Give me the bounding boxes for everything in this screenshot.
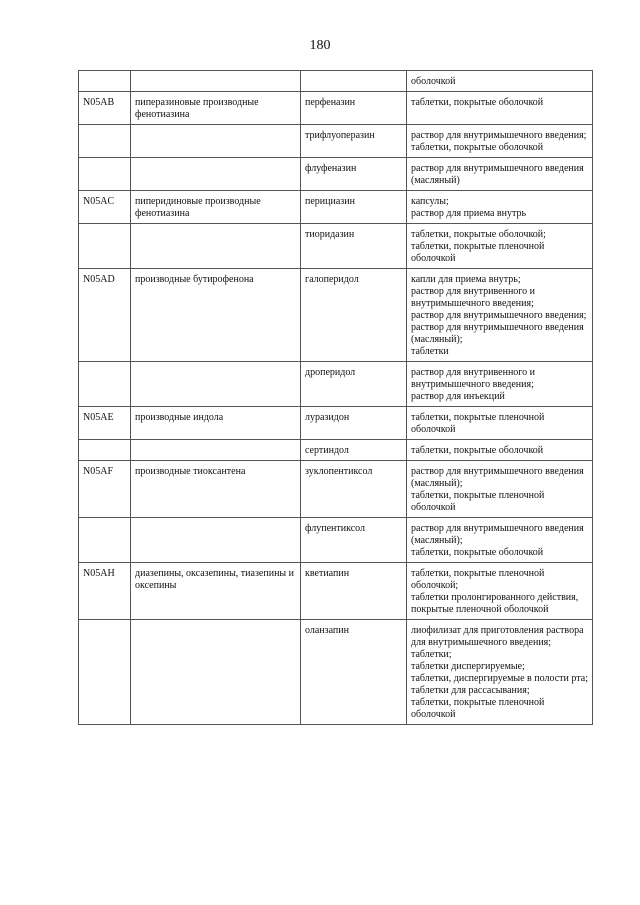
dosage-form-line: раствор для внутримышечного введения (масляный);	[411, 523, 584, 546]
pharmacological-group-cell	[131, 362, 301, 407]
pharmacological-group-cell: пиперидиновые производные фенотиазина	[131, 191, 301, 224]
dosage-form-line: раствор для внутривенного и внутримышечного введения;	[411, 286, 536, 309]
table-row	[79, 518, 593, 563]
dosage-form-line: раствор для внутримышечного введения (масляный);	[411, 466, 584, 489]
dosage-form-line: таблетки диспергируемые;	[411, 661, 525, 672]
pharmacological-group-cell	[131, 620, 301, 725]
pharmacological-group-cell: диазепины, оксазепины, тиазепины и оксепины	[131, 563, 301, 620]
dosage-form-line: таблетки, покрытые пленочной оболочкой	[411, 490, 545, 513]
pharmacological-group-cell	[131, 518, 301, 563]
dosage-form-cell	[407, 407, 593, 440]
table-row	[79, 620, 593, 725]
drug-name-cell: тиоридазин	[301, 224, 407, 269]
table-row	[79, 440, 593, 461]
dosage-form-line: таблетки, покрытые оболочкой	[411, 142, 544, 153]
pharmacological-group-cell	[131, 71, 301, 92]
drug-name-cell: флуфеназин	[301, 158, 407, 191]
dosage-form-line: таблетки, покрытые пленочной оболочкой	[411, 412, 545, 435]
drug-name-cell: трифлуоперазин	[301, 125, 407, 158]
dosage-form-line: таблетки, покрытые пленочной оболочкой;	[411, 568, 545, 591]
table-row	[79, 125, 593, 158]
dosage-form-cell	[407, 362, 593, 407]
pharmacological-group-cell	[131, 440, 301, 461]
table-row	[79, 191, 593, 224]
table-row	[79, 71, 593, 92]
drug-table	[78, 70, 593, 725]
table-row	[79, 563, 593, 620]
table-row	[79, 407, 593, 440]
pharmacological-group-cell	[131, 224, 301, 269]
atc-code-cell: N05AE	[79, 407, 131, 440]
page-number: 180	[309, 38, 331, 53]
table-row	[79, 269, 593, 362]
pharmacological-group-cell: производные индола	[131, 407, 301, 440]
drug-name-cell	[301, 71, 407, 92]
table-row	[79, 362, 593, 407]
dosage-form-cell	[407, 191, 593, 224]
drug-name-cell: галоперидол	[301, 269, 407, 362]
atc-code-cell	[79, 125, 131, 158]
dosage-form-line: таблетки, покрытые пленочной оболочкой	[411, 697, 545, 720]
dosage-form-line: таблетки, диспергируемые в полости рта;	[411, 673, 588, 684]
dosage-form-line: раствор для внутримышечного введения (масляный)	[411, 163, 584, 186]
pharmacological-group-cell: производные бутирофенона	[131, 269, 301, 362]
table-row	[79, 92, 593, 125]
atc-code-cell	[79, 158, 131, 191]
drug-name-cell: оланзапин	[301, 620, 407, 725]
dosage-form-line: раствор для внутримышечного введения (масляный);	[411, 322, 584, 345]
dosage-form-line: таблетки;	[411, 649, 452, 660]
dosage-form-cell	[407, 563, 593, 620]
atc-code-cell	[79, 440, 131, 461]
dosage-form-cell	[407, 518, 593, 563]
dosage-form-cell	[407, 158, 593, 191]
pharmacological-group-cell: пиперазиновые производные фенотиазина	[131, 92, 301, 125]
atc-code-cell	[79, 620, 131, 725]
drug-name-cell: перициазин	[301, 191, 407, 224]
drug-table-body	[79, 71, 593, 725]
drug-name-cell: флупентиксол	[301, 518, 407, 563]
dosage-form-cell	[407, 71, 593, 92]
atc-code-cell	[79, 224, 131, 269]
dosage-form-line: раствор для внутримышечного введения;	[411, 310, 587, 321]
dosage-form-line: капли для приема внутрь;	[411, 274, 521, 285]
dosage-form-line: таблетки, покрытые оболочкой	[411, 97, 544, 108]
dosage-form-line: таблетки	[411, 346, 449, 357]
dosage-form-cell	[407, 620, 593, 725]
dosage-form-line: таблетки пролонгированного действия, покрытые пленочной оболочкой	[411, 592, 579, 615]
drug-name-cell: зуклопентиксол	[301, 461, 407, 518]
dosage-form-line: раствор для внутривенного и внутримышечного введения;	[411, 367, 536, 390]
dosage-form-cell	[407, 269, 593, 362]
drug-name-cell: кветиапин	[301, 563, 407, 620]
dosage-form-cell	[407, 224, 593, 269]
dosage-form-cell	[407, 461, 593, 518]
table-row	[79, 158, 593, 191]
dosage-form-line: таблетки, покрытые оболочкой	[411, 547, 544, 558]
pharmacological-group-cell	[131, 158, 301, 191]
dosage-form-line: раствор для инъекций	[411, 391, 505, 402]
dosage-form-line: лиофилизат для приготовления раствора для внутримышечного введения;	[411, 625, 584, 648]
dosage-form-line: раствор для приема внутрь	[411, 208, 527, 219]
dosage-form-line: таблетки, покрытые оболочкой;	[411, 229, 546, 240]
dosage-form-cell	[407, 92, 593, 125]
table-row	[79, 224, 593, 269]
atc-code-cell: N05AD	[79, 269, 131, 362]
dosage-form-line: таблетки, покрытые пленочной оболочкой	[411, 241, 545, 264]
pharmacological-group-cell	[131, 125, 301, 158]
drug-name-cell: дроперидол	[301, 362, 407, 407]
pharmacological-group-cell: производные тиоксантена	[131, 461, 301, 518]
dosage-form-line: раствор для внутримышечного введения;	[411, 130, 587, 141]
drug-name-cell: сертиндол	[301, 440, 407, 461]
atc-code-cell	[79, 362, 131, 407]
dosage-form-line: оболочкой	[411, 76, 456, 87]
table-row	[79, 461, 593, 518]
atc-code-cell	[79, 71, 131, 92]
dosage-form-cell	[407, 440, 593, 461]
drug-name-cell: перфеназин	[301, 92, 407, 125]
dosage-form-line: таблетки, покрытые оболочкой	[411, 445, 544, 456]
dosage-form-line: таблетки для рассасывания;	[411, 685, 530, 696]
drug-name-cell: луразидон	[301, 407, 407, 440]
atc-code-cell: N05AC	[79, 191, 131, 224]
dosage-form-cell	[407, 125, 593, 158]
atc-code-cell	[79, 518, 131, 563]
atc-code-cell: N05AH	[79, 563, 131, 620]
dosage-form-line: капсулы;	[411, 196, 449, 207]
atc-code-cell: N05AF	[79, 461, 131, 518]
atc-code-cell: N05AB	[79, 92, 131, 125]
